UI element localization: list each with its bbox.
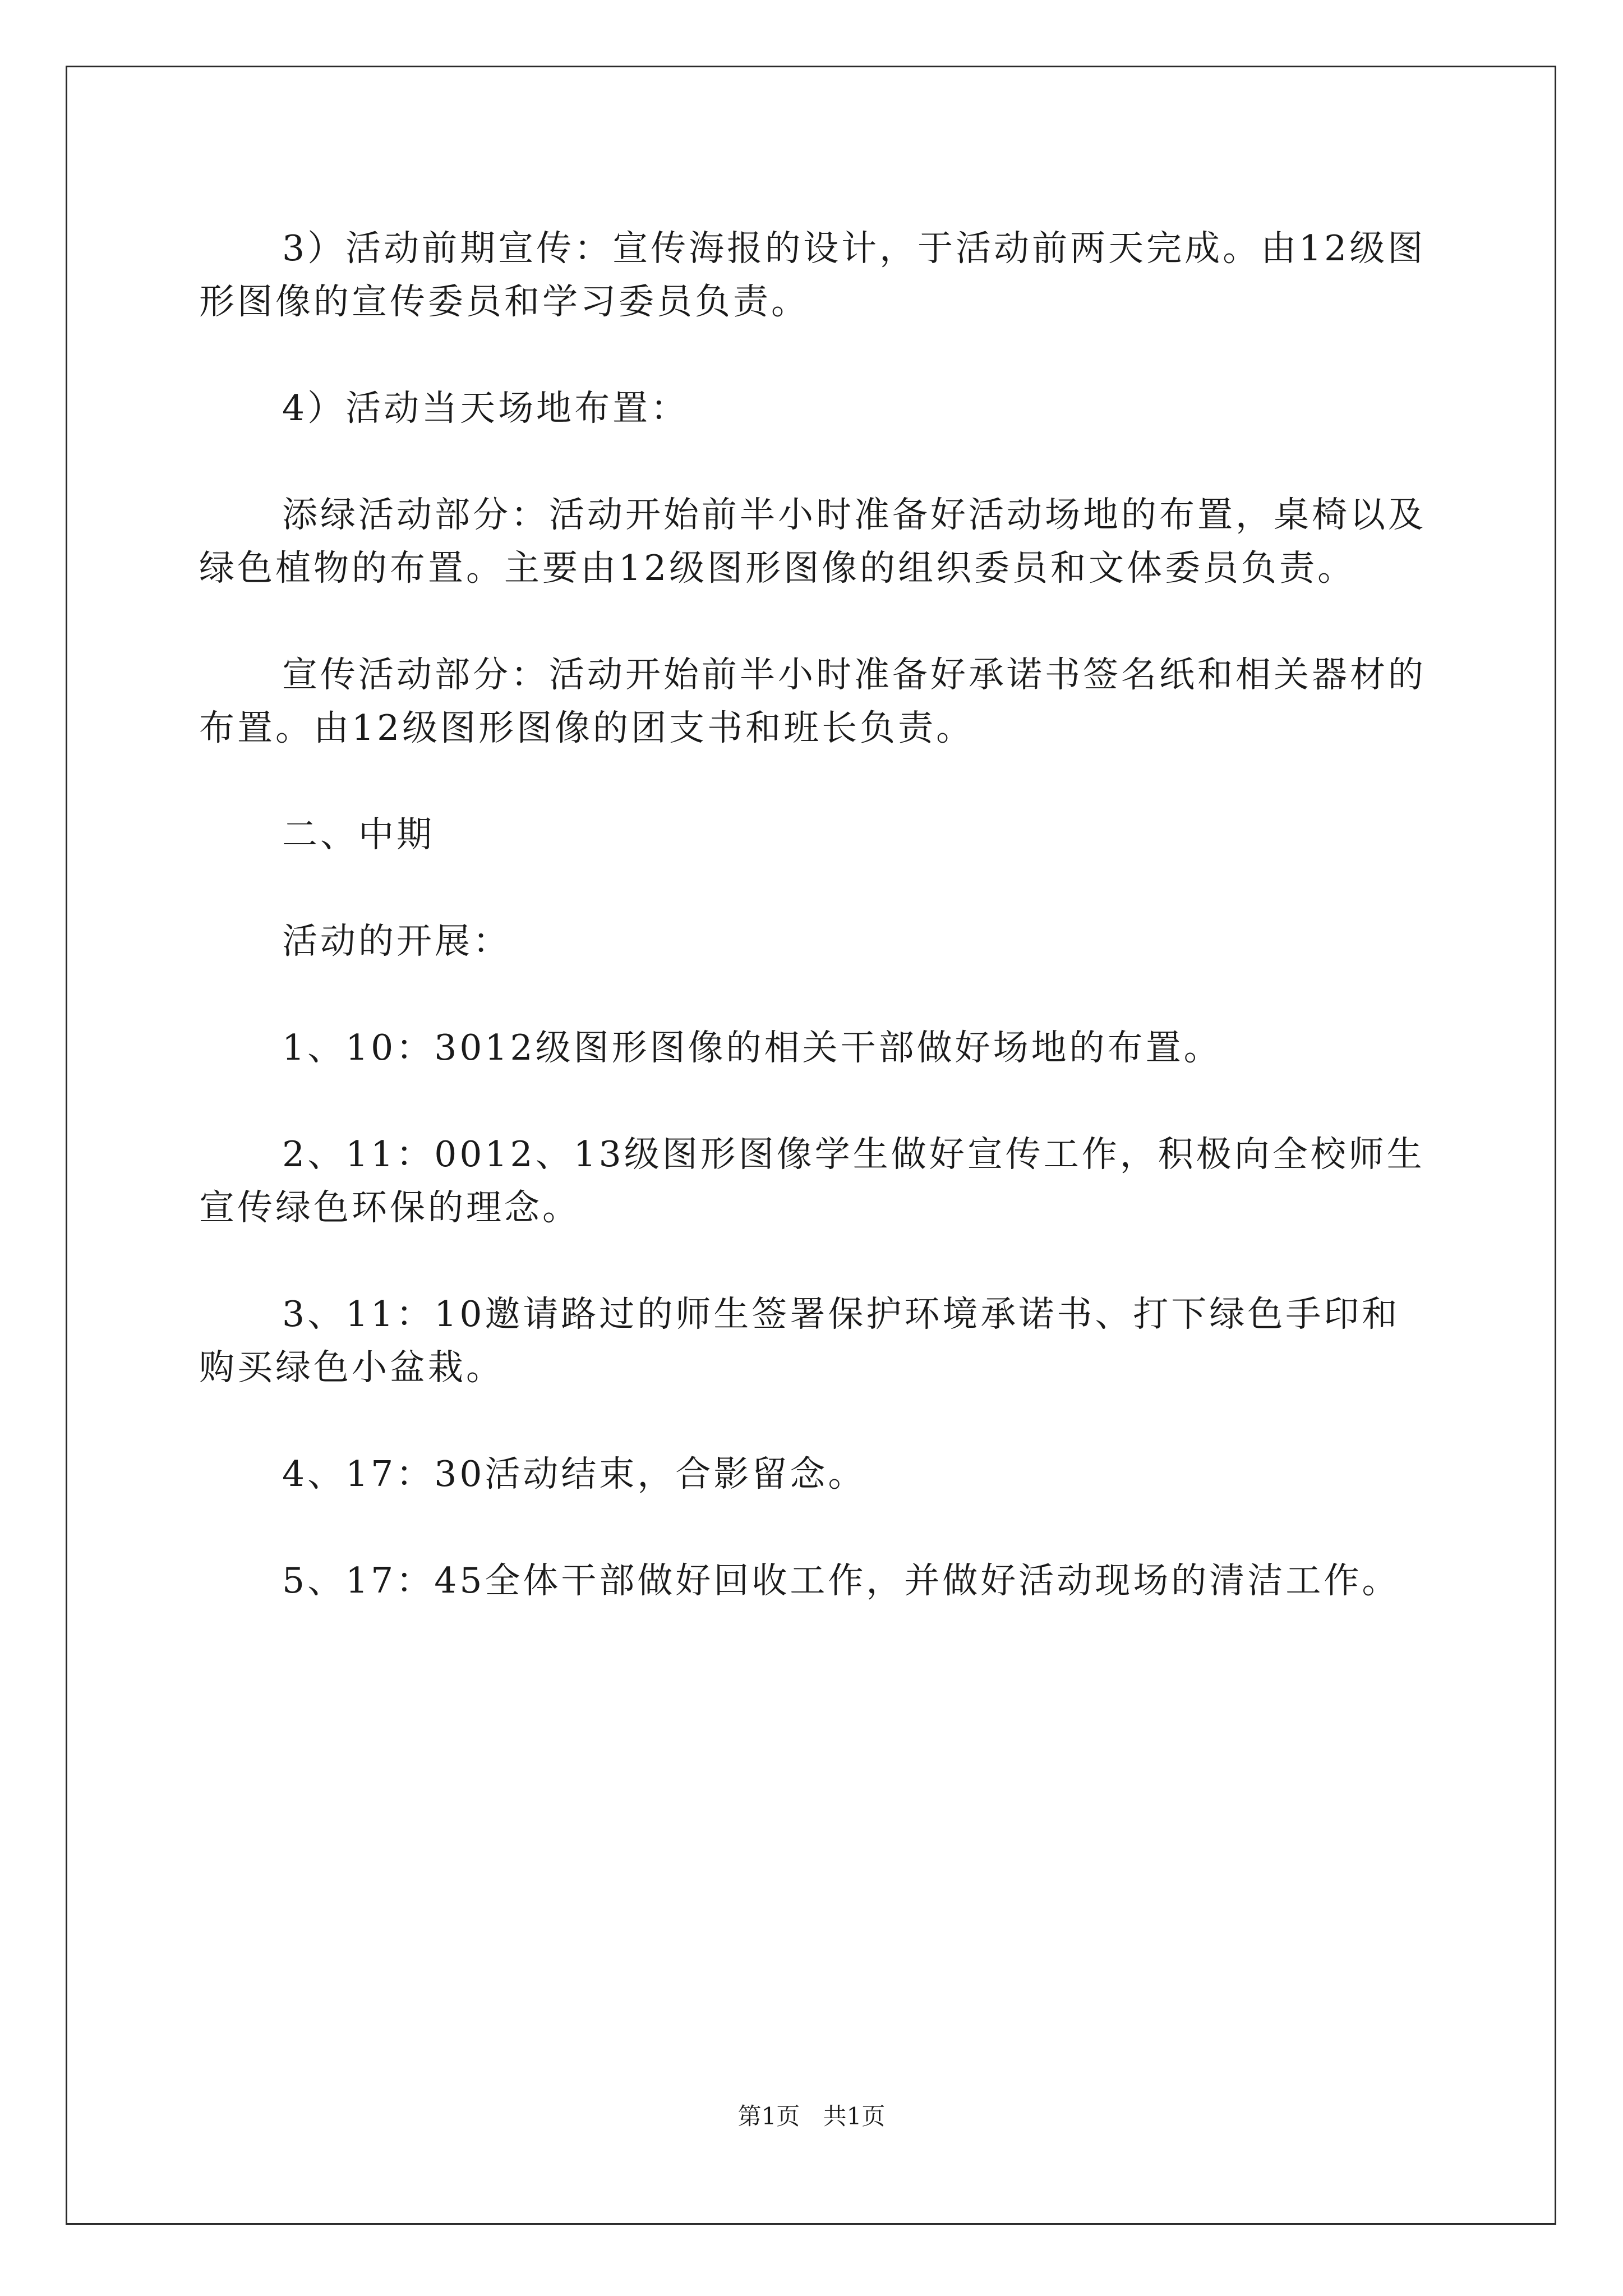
section-heading: 二、中期 [282,814,435,855]
page-total: 共1页 [823,2102,886,2130]
paragraph: 添绿活动部分：活动开始前半小时准备好活动场地的布置，桌椅以及绿色植物的布置。主要由12级图形图像的组织委员和文体委员负责。 [199,494,1426,588]
paragraph: 活动的开展： [282,921,511,961]
list-item: 4、17：30活动结束，合影留念。 [282,1453,866,1494]
page-footer [0,2102,1623,2131]
list-item: 2、11：0012、13级图形图像学生做好宣传工作，积极向全校师生宣传绿色环保的理念。 [199,1134,1425,1228]
list-item: 1、10：3012级图形图像的相关干部做好场地的布置。 [282,1027,1222,1068]
page-number: 第1页 [737,2102,800,2130]
document-body [199,222,1433,1660]
paragraph: 宣传活动部分：活动开始前半小时准备好承诺书签名纸和相关器材的布置。由12级图形图像的团支书和班长负责。 [199,654,1426,748]
paragraph: 3）活动前期宣传：宣传海报的设计，于活动前两天完成。由12级图形图像的宣传委员和学习委员负责。 [199,228,1426,322]
list-item: 5、17：45全体干部做好回收工作，并做好活动现场的清洁工作。 [282,1560,1400,1601]
paragraph: 4）活动当天场地布置： [282,388,689,429]
list-item: 3、11：10邀请路过的师生签署保护环境承诺书、打下绿色手印和购买绿色小盆栽。 [199,1294,1400,1388]
